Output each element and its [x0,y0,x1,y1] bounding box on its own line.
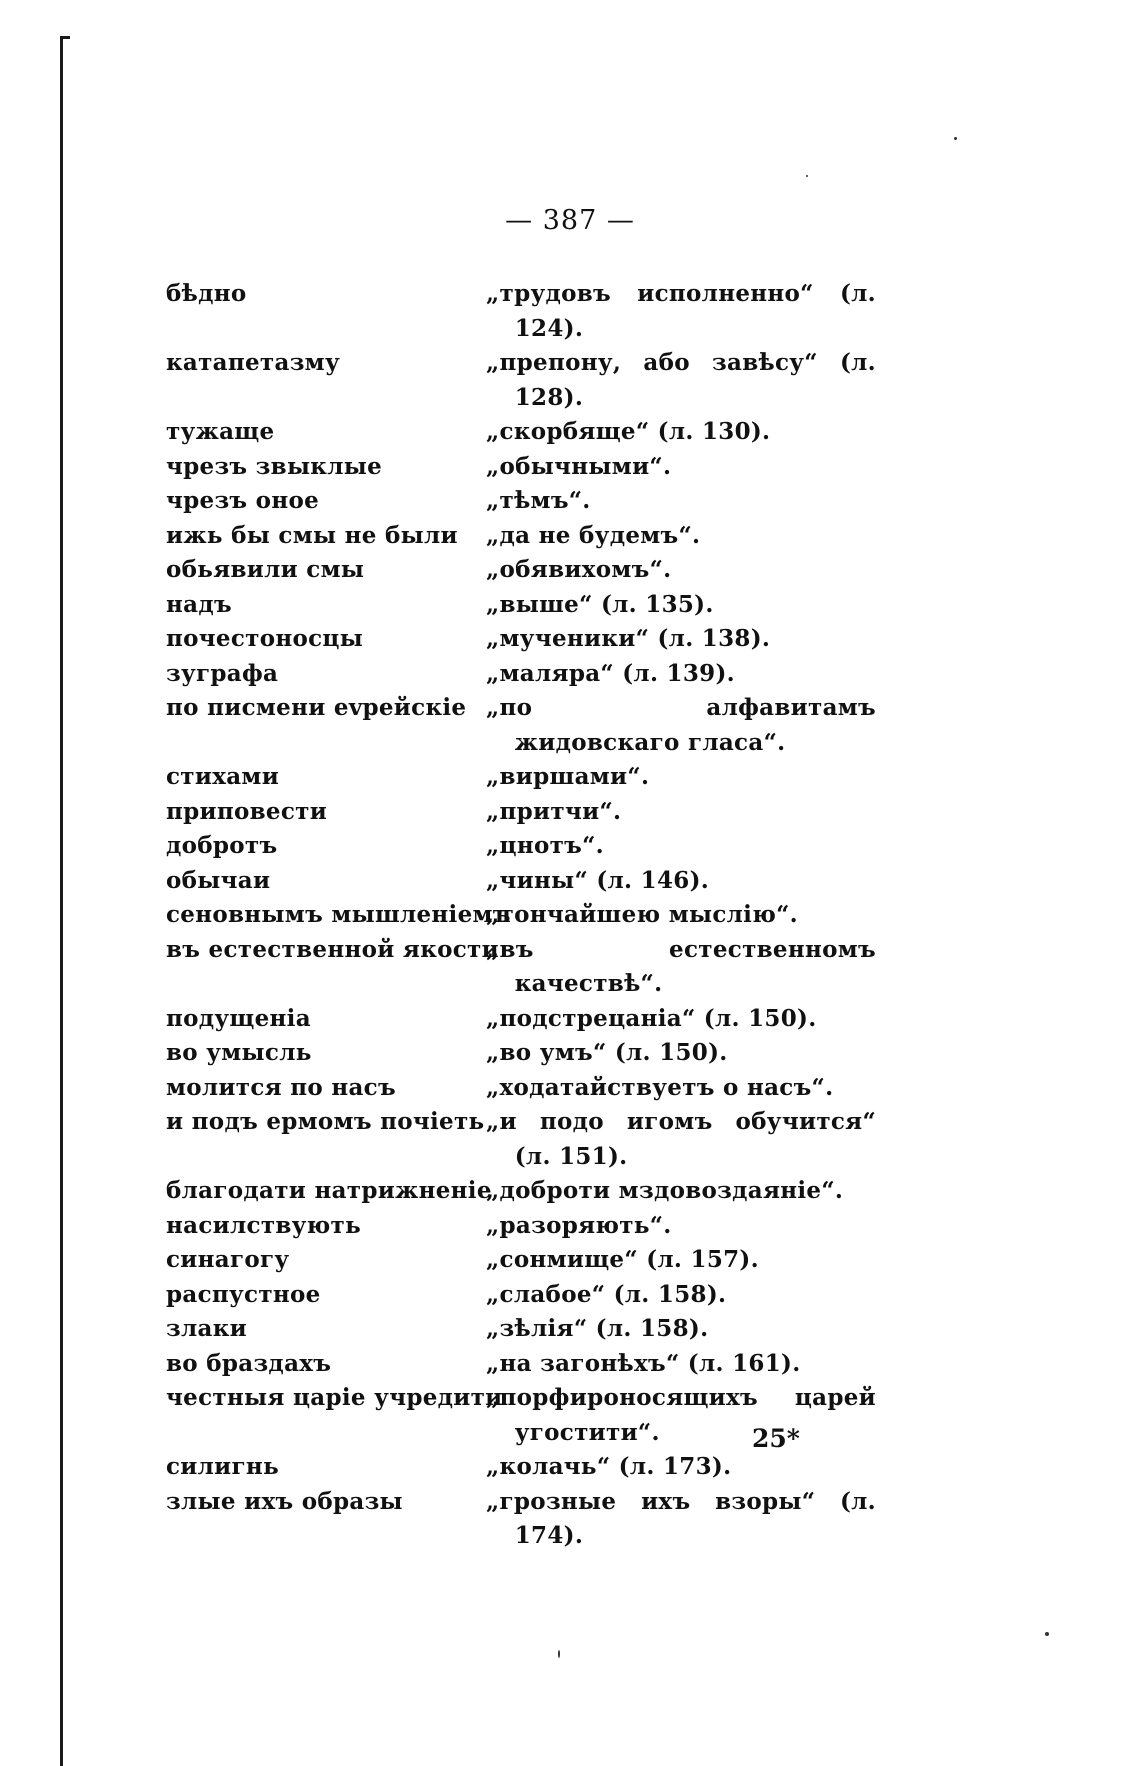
glossary-gloss: „ходатайствуетъ о насъ“. [486,1073,834,1101]
glossary-gloss: „выше“ (л. 135). [486,590,714,618]
glossary-term: по писмени еvрейскіе [166,694,467,721]
glossary-gloss: „на загонѣхъ“ (л. 161). [486,1349,801,1377]
glossary-term: злаки [166,1315,247,1342]
glossary-row [166,450,876,485]
glossary-row [166,346,876,415]
glossary-term: молится по насъ [166,1073,396,1101]
scan-speck [954,137,957,140]
glossary-gloss: „притчи“. [486,797,622,825]
glossary-term: ижь бы смы не были [166,521,458,549]
glossary-row [166,1450,876,1485]
glossary-term: приповести [166,797,328,825]
page-edge-tick [60,36,70,39]
glossary-row [166,933,876,1002]
glossary-list [166,277,876,1554]
glossary-term: распустное [166,1280,321,1308]
glossary-term: бѣдно [166,280,247,307]
glossary-gloss: „въ естественномъ качествѣ“. [486,935,876,997]
glossary-term: въ естественной якости [166,935,499,963]
glossary-term: почестоносцы [166,625,364,652]
glossary-row [166,519,876,554]
glossary-row [166,553,876,588]
glossary-term: чрезъ звыклые [166,452,383,480]
signature-mark: 25* [752,1424,800,1453]
glossary-term: катапетазму [166,349,340,376]
glossary-gloss: „чины“ (л. 146). [486,866,710,894]
glossary-term: силигнь [166,1453,279,1480]
glossary-gloss: „доброти мздовоздаяніе“. [486,1177,844,1204]
glossary-gloss: „обявихомъ“. [486,556,672,583]
glossary-row [166,277,876,346]
glossary-term: зуграфа [166,659,279,687]
scan-speck [1045,1632,1049,1636]
glossary-term: злые ихъ образы [166,1487,403,1515]
glossary-row [166,1105,876,1174]
glossary-gloss: „и подо игомъ обучится“ (л. 151). [486,1108,876,1170]
glossary-gloss: „разоряють“. [486,1211,672,1239]
glossary-gloss: „трудовъ исполненно“ (л. 124). [486,280,876,342]
glossary-gloss: „цнотъ“. [486,832,604,859]
glossary-term: обычаи [166,866,271,894]
glossary-row [166,898,876,933]
glossary-row [166,1243,876,1278]
glossary-gloss: „по алфавитамъ жидовскаго гласа“. [486,694,876,756]
glossary-row [166,864,876,899]
glossary-gloss: „мученики“ (л. 138). [486,625,771,652]
glossary-term: тужаще [166,418,275,445]
glossary-gloss: „маляра“ (л. 139). [486,659,735,687]
glossary-gloss: „обычными“. [486,452,672,480]
glossary-gloss: „колачь“ (л. 173). [486,1453,732,1480]
glossary-gloss: „порфироносящихъ царей угостити“. [486,1384,876,1446]
scan-speck [806,175,808,177]
glossary-term: чрезъ оное [166,487,320,514]
glossary-gloss: „тончайшею мыслію“. [486,901,798,928]
glossary-row [166,1036,876,1071]
glossary-row [166,691,876,760]
scan-speck [558,1650,560,1658]
glossary-term: добротъ [166,832,278,859]
glossary-term: честныя царіе учредити [166,1384,503,1411]
glossary-row [166,1174,876,1209]
glossary-term: сеновнымъ мышленіемъ [166,901,511,928]
glossary-term: насилствують [166,1211,362,1239]
glossary-gloss: „во умъ“ (л. 150). [486,1039,728,1066]
glossary-row [166,1071,876,1106]
glossary-row [166,588,876,623]
glossary-row [166,1312,876,1347]
glossary-row [166,1278,876,1313]
glossary-gloss: „слабое“ (л. 158). [486,1280,727,1308]
glossary-row [166,795,876,830]
glossary-gloss: „виршами“. [486,763,650,790]
glossary-gloss: „препону, або завѣсу“ (л. 128). [486,349,876,411]
glossary-gloss: „да не будемъ“. [486,521,701,549]
glossary-row [166,829,876,864]
glossary-row [166,657,876,692]
glossary-gloss: „грозные ихъ взоры“ (л. 174). [486,1487,876,1549]
page-edge-line [60,36,63,1766]
glossary-term: подущеніа [166,1004,311,1032]
glossary-row [166,484,876,519]
glossary-row [166,1209,876,1244]
glossary-row [166,1002,876,1037]
glossary-term: синагогу [166,1246,290,1273]
glossary-term: и подъ ермомъ почіеть [166,1108,485,1135]
glossary-gloss: „зѣлія“ (л. 158). [486,1315,709,1342]
glossary-row [166,760,876,795]
glossary-term: во умысль [166,1039,312,1066]
glossary-row [166,1485,876,1554]
glossary-term: стихами [166,763,280,790]
glossary-gloss: „сонмище“ (л. 157). [486,1246,759,1273]
page-number-header: — 387 — [505,205,635,236]
glossary-row [166,1347,876,1382]
glossary-row [166,415,876,450]
glossary-gloss: „тѣмъ“. [486,487,591,514]
glossary-gloss: „подстрецаніа“ (л. 150). [486,1004,817,1032]
glossary-term: обьявили смы [166,556,365,583]
glossary-gloss: „скорбяще“ (л. 130). [486,418,771,445]
glossary-term: во браздахъ [166,1349,332,1377]
glossary-row [166,622,876,657]
glossary-term: надъ [166,590,232,618]
glossary-term: благодати натрижненіе [166,1177,492,1204]
